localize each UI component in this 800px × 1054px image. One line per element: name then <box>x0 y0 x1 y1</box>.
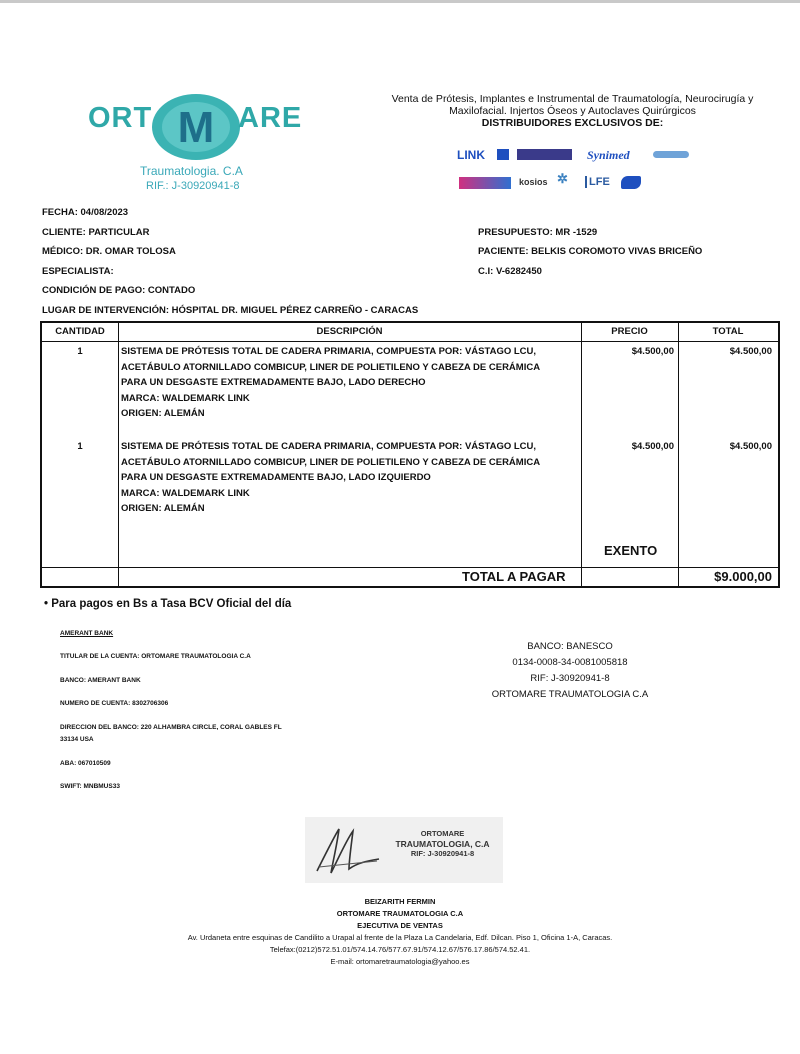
brand-colored-logo <box>459 177 511 189</box>
local-bank-rif: RIF: J-30920941-8 <box>530 673 610 684</box>
description-line-1: Venta de Prótesis, Implantes e Instrumental de Traumatología, Neurocirugía y <box>391 93 754 105</box>
signer-role: EJECUTIVA DE VENTAS <box>357 921 443 930</box>
payment-note <box>44 598 291 610</box>
payment-note-text: Para pagos en Bs a Tasa BCV Oficial del día <box>51 598 292 610</box>
col-divider <box>581 323 582 586</box>
logo-m-emblem <box>150 92 242 162</box>
brand-banner-logo <box>517 149 572 160</box>
foreign-bank-title: AMERANT BANK <box>60 630 114 637</box>
local-bank-empresa: ORTOMARE TRAUMATOLOGIA C.A <box>491 689 649 700</box>
bullet-icon: • <box>44 598 49 610</box>
row-2-desc-line: PARA UN DESGASTE EXTREMADAMENTE BAJO, LADO IZQUIERDO <box>121 472 431 483</box>
exento-label: EXENTO <box>604 543 658 558</box>
row-1-total: $4.500,00 <box>729 346 772 357</box>
condicion-pago: CONDICIÓN DE PAGO: CONTADO <box>42 285 196 296</box>
especialista: ESPECIALISTA: <box>42 266 114 277</box>
foreign-bank-banco: BANCO: AMERANT BANK <box>60 677 141 684</box>
local-bank-cuenta: 0134-0008-34-0081005818 <box>512 657 628 668</box>
local-bank-info <box>470 639 670 703</box>
row-2-desc-line: ORIGEN: ALEMÁN <box>121 503 205 514</box>
company-logo <box>88 92 318 192</box>
logo-subtitle: Traumatologia. C.A <box>140 164 243 178</box>
company-email: E-mail: ortomaretraumatologia@yahoo.es <box>330 957 470 966</box>
lugar-intervencion: LUGAR DE INTERVENCIÓN: HÓSPITAL DR. MIGUEL PÉREZ CARREÑO - CARACAS <box>42 305 419 316</box>
total-label: TOTAL A PAGAR <box>462 569 566 584</box>
row-2-qty: 1 <box>77 441 83 452</box>
signer-company: ORTOMARE TRAUMATOLOGIA C.A <box>336 909 464 918</box>
brand-leaf-icon: ✲ <box>557 171 568 186</box>
logo-text-right: ARE <box>238 102 303 134</box>
header-total: TOTAL <box>712 326 744 337</box>
brand-link: LINK <box>457 148 485 162</box>
stamp-line-1: ORTOMARE <box>420 829 465 838</box>
company-address: Av. Urdaneta entre esquinas de Candilito a Urapal al frente de la Plaza La Candelaria, Edf. Dilcan. Piso 1, Oficina 1-A, Caracas. <box>187 933 613 942</box>
header-precio: PRECIO <box>611 326 648 337</box>
row-2-price: $4.500,00 <box>631 441 674 452</box>
header-cantidad: CANTIDAD <box>55 326 105 337</box>
signer-name: BEIZARITH FERMIN <box>364 897 436 906</box>
cedula: C.I: V-6282450 <box>478 266 542 277</box>
row-2-desc-line: SISTEMA DE PRÓTESIS TOTAL DE CADERA PRIMARIA, COMPUESTA POR: VÁSTAGO LCU, <box>121 441 537 452</box>
signature-stamp <box>305 817 503 883</box>
brand-kosios: kosios <box>519 177 548 187</box>
cliente: CLIENTE: PARTICULAR <box>42 227 150 238</box>
row-1-qty: 1 <box>77 346 83 357</box>
row-2-desc-line: ACETÁBULO ATORNILLADO COMBICUP, LINER DE POLIETILENO Y CABEZA DE CERÁMICA <box>121 456 541 468</box>
brand-lfe: LFE <box>585 176 610 188</box>
col-divider <box>678 323 679 586</box>
row-1-desc-line: SISTEMA DE PRÓTESIS TOTAL DE CADERA PRIMARIA, COMPUESTA POR: VÁSTAGO LCU, <box>121 346 537 357</box>
document-footer <box>100 896 700 968</box>
header-descripcion: DESCRIPCIÓN <box>316 326 383 337</box>
row-2-description <box>121 439 581 517</box>
logo-rif: RIF.: J-30920941-8 <box>146 180 240 192</box>
top-edge-line <box>0 0 800 3</box>
total-value: $9.000,00 <box>714 569 772 584</box>
company-phones: Telefax:(0212)572.51.01/574.14.76/577.67.91/574.12.67/576.17.86/574.52.41. <box>269 945 531 954</box>
foreign-bank-titular: TITULAR DE LA CUENTA: ORTOMARE TRAUMATOLOGIA C.A <box>60 653 251 660</box>
foreign-bank-direccion-2: 33134 USA <box>60 736 94 743</box>
logo-m-letter: M <box>177 103 215 152</box>
fecha: FECHA: 04/08/2023 <box>42 207 129 218</box>
brand-synimed: Synimed <box>587 148 630 162</box>
medico: MÉDICO: DR. OMAR TOLOSA <box>42 246 176 257</box>
row-1-desc-line: MARCA: WALDEMARK LINK <box>121 392 250 404</box>
row-1-price: $4.500,00 <box>631 346 674 357</box>
presupuesto: PRESUPUESTO: MR -1529 <box>478 227 598 238</box>
logo-text-left: ORT <box>88 102 153 134</box>
stamp-line-3: RIF: J-30920941-8 <box>410 849 475 858</box>
row-2-total: $4.500,00 <box>729 441 772 452</box>
foreign-bank-aba: ABA: 067010509 <box>60 760 111 767</box>
paciente: PACIENTE: BELKIS COROMOTO VIVAS BRICEÑO <box>478 246 703 257</box>
row-1-description <box>121 344 581 422</box>
row-1-desc-line: ACETÁBULO ATORNILLADO COMBICUP, LINER DE POLIETILENO Y CABEZA DE CERÁMICA <box>121 361 541 373</box>
handwritten-signature <box>313 821 383 879</box>
company-description <box>375 93 770 129</box>
description-line-2: Maxilofacial. Injertos Óseos y Autoclaves Quirúrgicos <box>449 105 696 117</box>
total-row <box>42 567 778 586</box>
stamp-text <box>385 829 500 859</box>
row-1-desc-line: ORIGEN: ALEMÁN <box>121 408 205 419</box>
distributors-label: DISTRIBUIDORES EXCLUSIVOS DE: <box>481 117 664 129</box>
stamp-line-2: TRAUMATOLOGIA, C.A <box>395 839 490 849</box>
row-1-desc-line: PARA UN DESGASTE EXTREMADAMENTE BAJO, LADO DERECHO <box>121 377 426 388</box>
col-divider <box>118 323 119 586</box>
brand-link-icon <box>497 149 509 160</box>
quote-table <box>40 321 780 588</box>
foreign-bank-swift: SWIFT: MNBMUS33 <box>60 783 120 790</box>
table-header <box>42 323 778 342</box>
local-bank-banco: BANCO: BANESCO <box>527 641 613 652</box>
brand-round-logo <box>621 176 641 189</box>
foreign-bank-cuenta: NUMERO DE CUENTA: 8302706306 <box>60 700 169 707</box>
foreign-bank-direccion: DIRECCION DEL BANCO: 220 ALHAMBRA CIRCLE, CORAL GABLES FL <box>60 724 282 731</box>
brand-swoosh-logo <box>653 151 689 158</box>
row-2-desc-line: MARCA: WALDEMARK LINK <box>121 487 250 499</box>
